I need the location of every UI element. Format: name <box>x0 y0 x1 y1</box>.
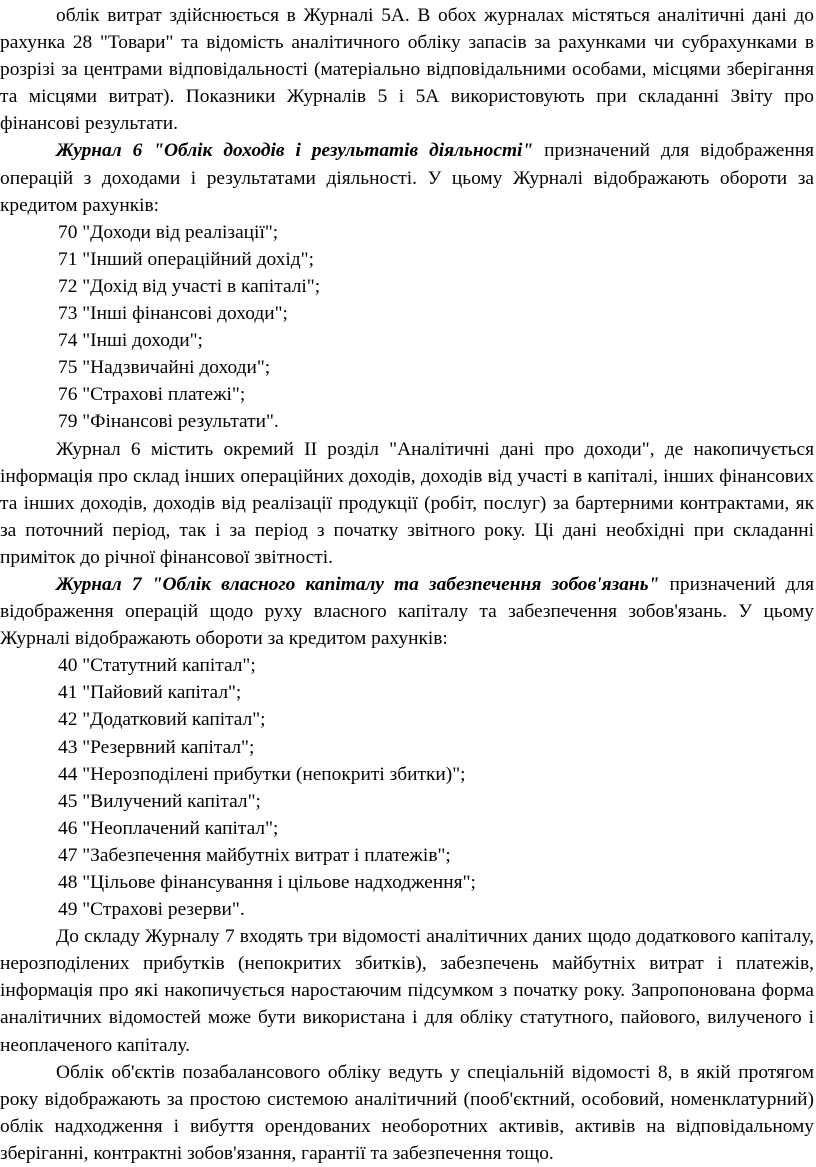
list-item: 76 "Страхові платежі"; <box>58 384 246 406</box>
paragraph-journal7-composition: До складу Журналу 7 входять три відомості аналітичних даних щодо додаткового капіталу, нерозподілених прибутків (непокритих збитків), забезпечень майбутніх витрат і платежів, інформація про які накопичується наростаючим підсумком з початку року. Запропонована форма аналітичних відомостей може бути використана і для обліку статутного, пайового, вилученого і неоплаченого капіталу. <box>0 926 814 1056</box>
list-item: 48 "Цільове фінансування і цільове надходження"; <box>58 872 476 893</box>
list-item: 44 "Нерозподілені прибутки (непокриті збитки)"; <box>58 763 466 785</box>
paragraph-offbalance: Облік об'єктів позабалансового обліку ведуть у спеціальній відомості 8, в якій протягом року відображають за простою системою аналітичний (пооб'єктний, особовий, номенклатурний) облік надходження і вибуття орендованих необоротних активів, активів на відповідальному зберіганні, контрактні зобов'язання, гарантії та забезпечення тощо. <box>0 1061 814 1164</box>
journal6-title: Журнал 6 "Облік доходів і результатів діяльності" <box>56 140 534 162</box>
paragraph-journal7-intro <box>0 571 814 652</box>
list-item: 42 "Додатковий капітал"; <box>58 709 266 731</box>
list-item: 45 "Вилучений капітал"; <box>58 790 261 812</box>
list-item: 41 "Пайовий капітал"; <box>58 682 242 704</box>
journal7-account-list <box>0 652 814 923</box>
list-item: 79 "Фінансові результати". <box>58 411 279 433</box>
list-item: 75 "Надзвичайні доходи"; <box>58 357 271 379</box>
list-item: 43 "Резервний капітал"; <box>58 736 255 758</box>
list-item: 71 "Інший операційний дохід"; <box>58 248 314 270</box>
paragraph-journal6-section: Журнал 6 містить окремий II розділ "Аналітичні дані про доходи", де накопичується інформація про склад інших операційних доходів, доходів від участі в капіталі, інших фінансових та інших доходів, доходів від реалізації продукції (робіт, послуг) за бартерними контрактами, як за поточний період, так і за період з початку звітного року. Ці дані необхідні при складанні приміток до річної фінансової звітності. <box>0 438 814 568</box>
list-item: 46 "Неоплачений капітал"; <box>58 817 279 839</box>
journal7-title: Журнал 7 "Облік власного капіталу та забезпечення зобов'язань" <box>56 573 660 595</box>
paragraph-journal6-intro <box>0 137 814 218</box>
list-item: 40 "Статутний капітал"; <box>58 655 256 677</box>
list-item: 47 "Забезпечення майбутніх витрат і платежів"; <box>58 844 451 866</box>
journal6-description: призначений для відображення операцій з доходами і результатами діяльності. У цьому Журналі відображають обороти за кредитом рахунків: <box>0 140 814 216</box>
paragraph-journal5-summary: облік витрат здійснюється в Журналі 5А. В обох журналах містяться аналітичні дані до рахунка 28 "Товари" та відомість аналітичного обліку запасів за рахунками чи субрахунками в розрізі за центрами відповідальності (матеріально відповідальними особами, місцями зберігання та місцями витрат). Показники Журналів 5 і 5А використовують при складанні Звіту про фінансові результати. <box>0 5 814 135</box>
list-item: 49 "Страхові резерви". <box>58 899 245 921</box>
list-item: 70 "Доходи від реалізації"; <box>58 221 279 243</box>
journal7-description: призначений для відображення операцій щодо руху власного капіталу та забезпечення зобов'язань. У цьому Журналі відображають обороти за кредитом рахунків: <box>0 573 814 650</box>
list-item: 73 "Інші фінансові доходи"; <box>58 303 288 325</box>
journal6-account-list <box>0 219 814 436</box>
list-item: 74 "Інші доходи"; <box>58 330 203 352</box>
list-item: 72 "Дохід від участі в капіталі"; <box>58 275 321 297</box>
